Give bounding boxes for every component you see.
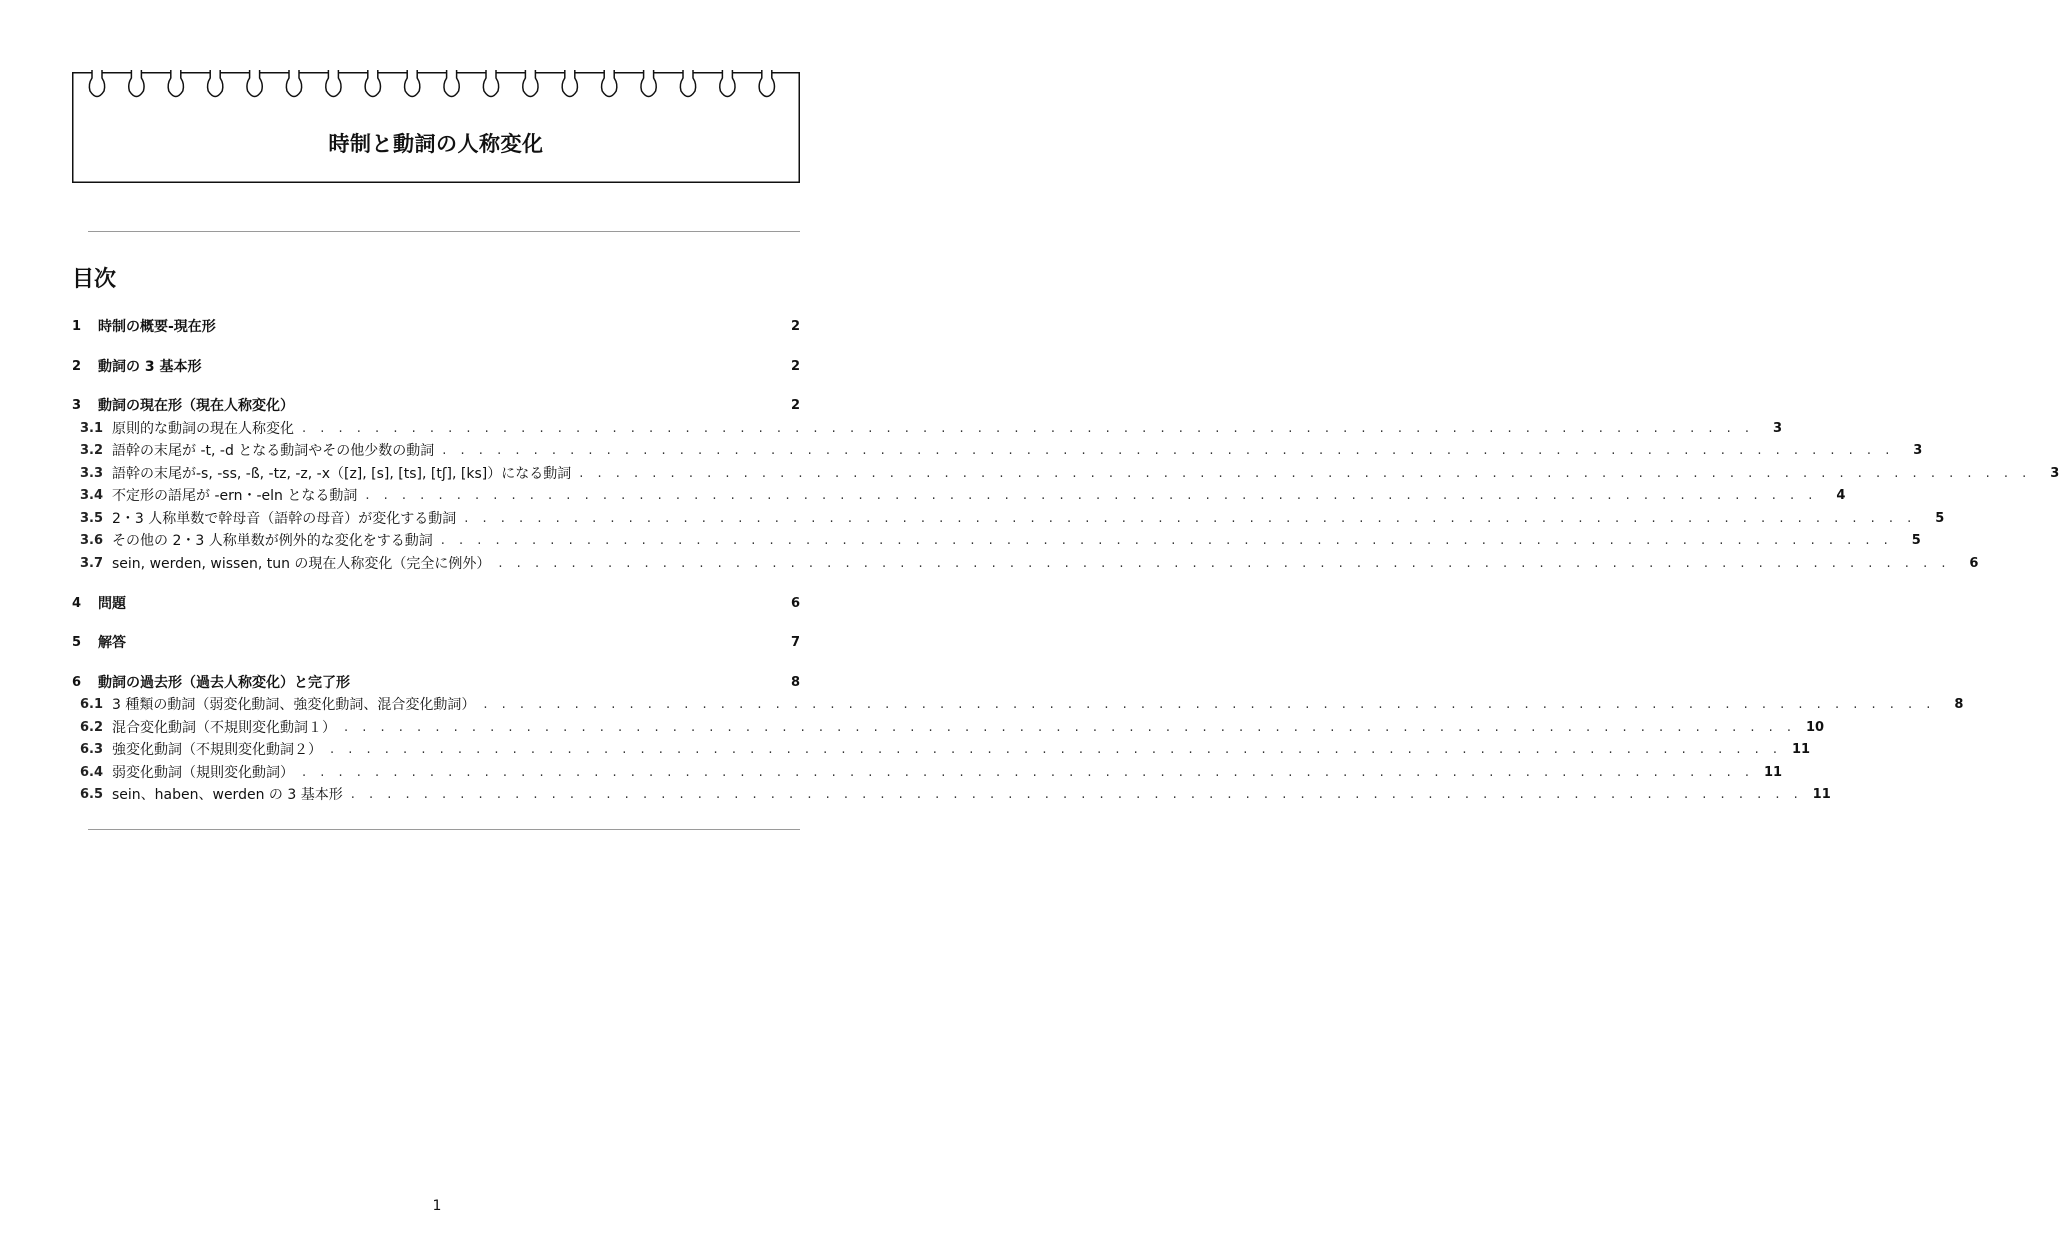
page-number: 1 — [432, 1198, 442, 1214]
toc-entry-label[interactable]: 動詞の 3 基本形 — [98, 359, 202, 375]
toc-entry-number: 6 — [72, 674, 82, 690]
toc-entry-label[interactable]: 混合変化動詞（不規則変化動詞１） — [112, 720, 336, 736]
toc-entry-label[interactable]: 解答 — [98, 635, 126, 651]
toc-entry-label[interactable]: 2・3 人称単数で幹母音（語幹の母音）が変化する動詞 — [112, 511, 457, 527]
toc-entry-page[interactable]: 5 — [1911, 532, 1921, 548]
toc-entry-number: 1 — [72, 318, 82, 334]
toc-dot-leader: . . . . . . . . . . . . . . . . . . . . . . . . . . . . . . . . . . . . . . . . . . . . . . . . . . . . . . . . . . . . . . . . . . . . . . . . . . . . . . . . — [464, 510, 1917, 526]
toc-dot-leader: . . . . . . . . . . . . . . . . . . . . . . . . . . . . . . . . . . . . . . . . . . . . . . . . . . . . . . . . . . . . . . . . . . . . . . . . . . . . . . . . — [350, 786, 1803, 802]
toc-dot-leader: . . . . . . . . . . . . . . . . . . . . . . . . . . . . . . . . . . . . . . . . . . . . . . . . . . . . . . . . . . . . . . . . . . . . . . . . . . . . . . . . — [483, 696, 1936, 712]
toc-entry-label[interactable]: 語幹の末尾が -t, -d となる動詞やその他少数の動詞 — [112, 443, 435, 459]
toc-entry-label[interactable]: 不定形の語尾が -ern・-eln となる動詞 — [112, 488, 358, 504]
toc-entry-page[interactable]: 5 — [1935, 510, 1945, 526]
toc-entry-number: 6.2 — [80, 719, 104, 735]
toc-entry-label[interactable]: 語幹の末尾が-s, -ss, -ß, -tz, -z, -x（[z], [s], [ts], [tʃ], [ks]）になる動詞 — [112, 466, 572, 482]
toc-entry-page[interactable]: 6 — [790, 595, 800, 611]
toc-entry-number: 6.1 — [80, 696, 104, 712]
toc-entry-number: 5 — [72, 634, 82, 650]
toc-subsection-entry[interactable] — [72, 485, 1846, 505]
toc-entry-number: 6.3 — [80, 741, 104, 757]
toc-entry-number: 3.2 — [80, 442, 104, 458]
toc-entry-page[interactable]: 2 — [790, 397, 800, 413]
toc-entry-label[interactable]: 動詞の過去形（過去人称変化）と完了形 — [98, 675, 350, 691]
toc-section-entry[interactable] — [72, 672, 800, 692]
divider-bottom — [88, 829, 800, 830]
toc-entry-page[interactable]: 11 — [1791, 741, 1811, 757]
toc-section-entry[interactable] — [72, 632, 800, 652]
toc-entry-number: 3.1 — [80, 420, 104, 436]
toc-entry-page[interactable]: 3 — [1913, 442, 1923, 458]
toc-entry-page[interactable]: 2 — [790, 318, 800, 334]
toc-entry-number: 3.6 — [80, 532, 104, 548]
toc-entry-page[interactable]: 4 — [1836, 487, 1846, 503]
toc-entry-number: 3.7 — [80, 555, 104, 571]
toc-dot-leader: . . . . . . . . . . . . . . . . . . . . . . . . . . . . . . . . . . . . . . . . . . . . . . . . . . . . . . . . . . . . . . . . . . . . . . . . . . . . . . . . — [498, 555, 1951, 571]
toc-entry-page[interactable]: 10 — [1805, 719, 1825, 735]
toc-entry-number: 6.4 — [80, 764, 104, 780]
toc-entry-page[interactable]: 8 — [790, 674, 800, 690]
toc-entry-label[interactable]: 強変化動詞（不規則変化動詞２） — [112, 742, 322, 758]
toc-subsection-entry[interactable] — [72, 508, 1945, 528]
toc-entry-number: 2 — [72, 358, 82, 374]
toc-entry-label[interactable]: 3 種類の動詞（弱変化動詞、強変化動詞、混合変化動詞） — [112, 697, 476, 713]
toc-subsection-entry[interactable] — [72, 530, 1921, 550]
toc-entry-page[interactable]: 8 — [1954, 696, 1964, 712]
toc-subsection-entry[interactable] — [72, 762, 1783, 782]
toc-entry-label[interactable]: 原則的な動詞の現在人称変化 — [112, 421, 294, 437]
toc-dot-leader: . . . . . . . . . . . . . . . . . . . . . . . . . . . . . . . . . . . . . . . . . . . . . . . . . . . . . . . . . . . . . . . . . . . . . . . . . . . . . . . . — [442, 442, 1895, 458]
toc-entry-number: 3.4 — [80, 487, 104, 503]
toc-entry-label[interactable]: sein、haben、werden の 3 基本形 — [112, 787, 343, 803]
toc-section-entry[interactable] — [72, 395, 800, 415]
toc-section-entry[interactable] — [72, 316, 800, 336]
toc-entry-label[interactable]: 動詞の現在形（現在人称変化） — [98, 398, 294, 414]
toc-entry-page[interactable]: 11 — [1763, 764, 1783, 780]
toc-entry-label[interactable]: 時制の概要-現在形 — [98, 319, 216, 335]
toc-dot-leader: . . . . . . . . . . . . . . . . . . . . . . . . . . . . . . . . . . . . . . . . . . . . . . . . . . . . . . . . . . . . . . . . . . . . . . . . . . . . . . . . — [365, 487, 1818, 503]
toc-section-entry[interactable] — [72, 356, 800, 376]
toc-subsection-entry[interactable] — [72, 784, 1831, 804]
toc-entry-number: 6.5 — [80, 786, 104, 802]
toc-entry-number: 4 — [72, 595, 82, 611]
toc-entry-page[interactable]: 11 — [1812, 786, 1831, 802]
toc-subsection-entry[interactable] — [72, 553, 1979, 573]
page-title: 時制と動詞の人称変化 — [328, 132, 544, 156]
toc-entry-page[interactable]: 7 — [790, 634, 800, 650]
toc-subsection-entry[interactable] — [72, 418, 1783, 438]
toc-entry-label[interactable]: sein, werden, wissen, tun の現在人称変化（完全に例外） — [112, 556, 491, 572]
toc-entry-page[interactable]: 3 — [2050, 465, 2059, 481]
toc-subsection-entry[interactable] — [72, 739, 1811, 759]
toc-subsection-entry[interactable] — [72, 440, 1923, 460]
toc-heading: 目次 — [72, 267, 117, 292]
toc-entry-label[interactable]: 弱変化動詞（規則変化動詞） — [112, 765, 294, 781]
toc-dot-leader: . . . . . . . . . . . . . . . . . . . . . . . . . . . . . . . . . . . . . . . . . . . . . . . . . . . . . . . . . . . . . . . . . . . . . . . . . . . . . . . . — [302, 764, 1755, 780]
toc-entry-number: 3.5 — [80, 510, 104, 526]
toc-dot-leader: . . . . . . . . . . . . . . . . . . . . . . . . . . . . . . . . . . . . . . . . . . . . . . . . . . . . . . . . . . . . . . . . . . . . . . . . . . . . . . . . — [579, 465, 2032, 481]
toc-subsection-entry[interactable] — [72, 717, 1825, 737]
toc-entry-label[interactable]: その他の 2・3 人称単数が例外的な変化をする動詞 — [112, 533, 433, 549]
toc-dot-leader: . . . . . . . . . . . . . . . . . . . . . . . . . . . . . . . . . . . . . . . . . . . . . . . . . . . . . . . . . . . . . . . . . . . . . . . . . . . . . . . . — [302, 420, 1755, 436]
toc-dot-leader: . . . . . . . . . . . . . . . . . . . . . . . . . . . . . . . . . . . . . . . . . . . . . . . . . . . . . . . . . . . . . . . . . . . . . . . . . . . . . . . . — [344, 719, 1797, 735]
toc-entry-page[interactable]: 3 — [1773, 420, 1783, 436]
toc-dot-leader: . . . . . . . . . . . . . . . . . . . . . . . . . . . . . . . . . . . . . . . . . . . . . . . . . . . . . . . . . . . . . . . . . . . . . . . . . . . . . . . . — [440, 532, 1893, 548]
toc-subsection-entry[interactable] — [72, 463, 2059, 483]
toc-entry-number: 3 — [72, 397, 82, 413]
toc-subsection-entry[interactable] — [72, 694, 1964, 714]
toc-entry-label[interactable]: 問題 — [98, 596, 126, 612]
toc-entry-page[interactable]: 6 — [1969, 555, 1979, 571]
toc-section-entry[interactable] — [72, 593, 800, 613]
toc-entry-page[interactable]: 2 — [790, 358, 800, 374]
toc-dot-leader: . . . . . . . . . . . . . . . . . . . . . . . . . . . . . . . . . . . . . . . . . . . . . . . . . . . . . . . . . . . . . . . . . . . . . . . . . . . . . . . . — [330, 741, 1783, 757]
toc-entry-number: 3.3 — [80, 465, 104, 481]
